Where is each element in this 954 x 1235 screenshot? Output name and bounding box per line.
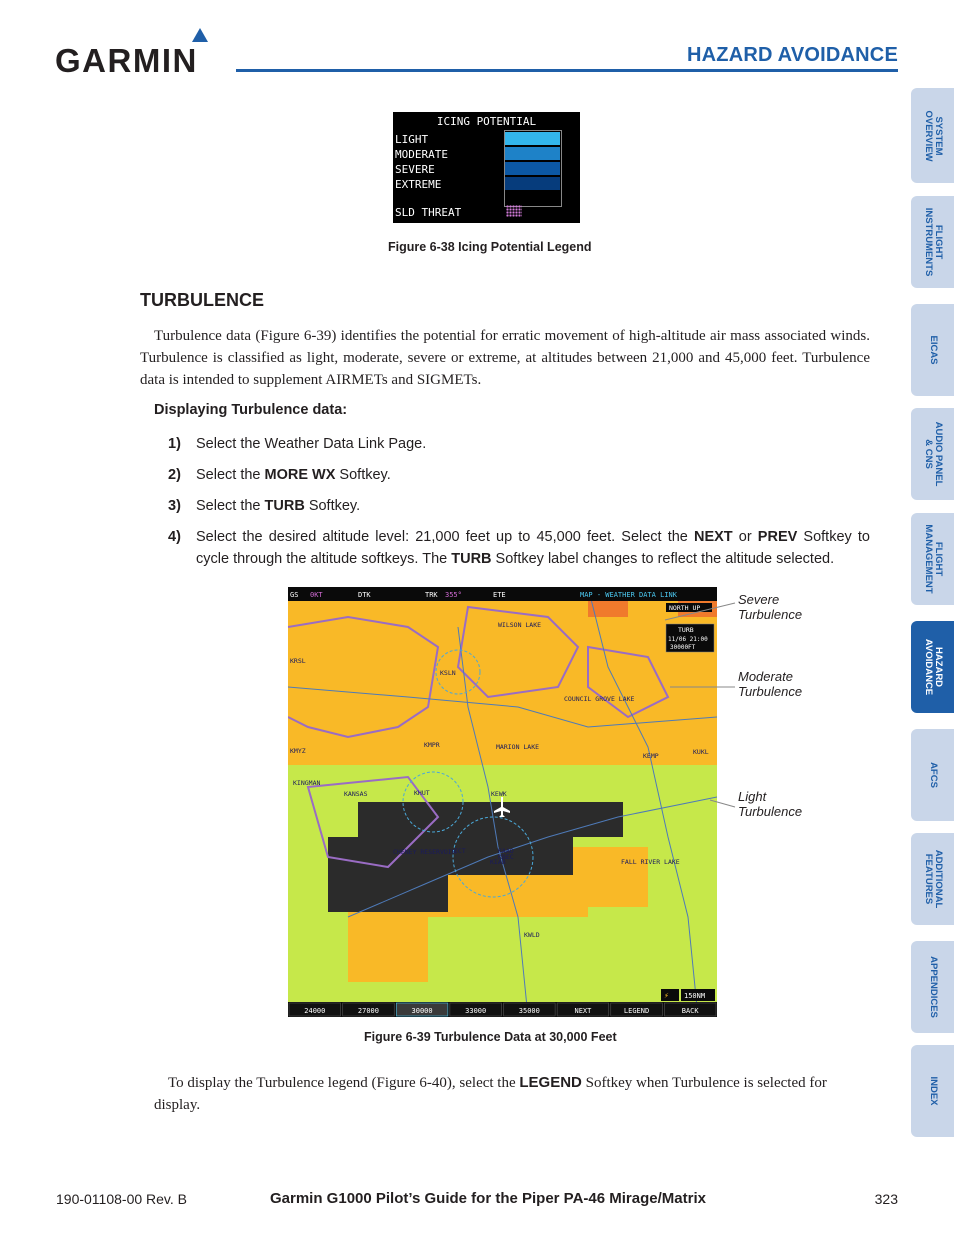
figure-39-caption: Figure 6-39 Turbulence Data at 30,000 Feet (364, 1030, 617, 1044)
ete-label: ETE (493, 591, 506, 599)
icing-row-moderate: MODERATE (395, 148, 448, 161)
side-tab-label: APPENDICES (927, 956, 939, 1018)
place-label: ICT (454, 847, 466, 855)
side-tab-additional-features[interactable] (911, 833, 954, 925)
icing-row-light: LIGHT (395, 133, 429, 146)
place-label: COUNCIL GROVE LAKE (564, 695, 635, 703)
side-tab-label: HAZARD AVOIDANCE (922, 638, 944, 696)
place-label: KSLN (440, 669, 456, 677)
softkey-label: 24000 (304, 1007, 326, 1015)
softkey-more-wx: MORE WX (264, 467, 336, 483)
gs-label: GS (290, 591, 299, 599)
place-label: KAAO (498, 847, 514, 855)
icing-swatch-severe (505, 162, 560, 175)
sld-threat-swatch (506, 205, 522, 217)
side-tab-system-overview[interactable] (911, 88, 954, 183)
side-tab-label: AFCS (927, 762, 939, 788)
softkey-label: NEXT (574, 1007, 592, 1015)
light-turbulence-area (428, 917, 588, 982)
place-label: KHUT (414, 789, 430, 797)
page-number: 323 (874, 1191, 898, 1207)
softkey-legend: LEGEND (519, 1074, 582, 1091)
place-label: KWLD (524, 931, 540, 939)
icing-swatch-extreme (505, 177, 560, 190)
place-label: KMPR (424, 741, 440, 749)
side-tab-index[interactable] (911, 1045, 954, 1137)
icing-swatch-moderate (505, 147, 560, 160)
side-tab-label: FLIGHT MANAGEMENT (922, 524, 944, 594)
place-label: KEMP (643, 752, 659, 760)
icing-potential-legend (393, 112, 580, 223)
garmin-logo (55, 28, 220, 76)
icing-row-extreme: EXTREME (395, 178, 442, 191)
softkey-label: LEGEND (623, 1007, 650, 1015)
softkey-next: NEXT (693, 529, 733, 545)
icing-row-sld: SLD THREAT (395, 206, 462, 219)
step-number: 2) (168, 467, 181, 483)
icing-row-severe: SEVERE (395, 163, 435, 176)
place-label: WILSON LAKE (498, 621, 542, 629)
step-text: Select the Weather Data Link Page. (196, 436, 427, 452)
softkey-label: 30000 (411, 1007, 433, 1015)
doc-number: 190-01108-00 Rev. B (56, 1191, 188, 1207)
light-turbulence-area (288, 982, 717, 1002)
place-label: KBEC (498, 853, 514, 861)
side-tab-label: AUDIO PANEL & CNS (922, 421, 944, 487)
place-label: KRSL (290, 657, 306, 665)
zoom-icon: ⚡ (664, 991, 669, 1000)
side-tab-afcs[interactable] (911, 729, 954, 821)
turb-box-date: 11/06 21:00 (668, 636, 708, 643)
softkey-label: BACK (681, 1007, 699, 1015)
trk-label: TRK (425, 591, 438, 599)
callout-light-turbulence: Light Turbulence (738, 789, 803, 819)
side-tab-label: EICAS (927, 335, 939, 365)
step-text: Select the MORE WX Softkey. (196, 467, 391, 483)
turbulence-intro: Turbulence data (Figure 6-39) identifies the potential for erratic movement of high-altitude air mass associated winds. Turbulence is classified as light, moderate, severe or extreme, at altitudes between 21,000 and 45,000 feet. Turbulence data is intended to supplement AIRMETs and SIGMETs. (140, 328, 870, 388)
place-label: MARION LAKE (496, 743, 540, 751)
garmin-delta-icon (192, 28, 208, 42)
softkey-turb: TURB (451, 551, 492, 567)
step-text: Select the desired altitude level: 21,000 feet up to 45,000 feet. Select the NEXT or PREV Softkey to cycle through the altitude softkeys. The TURB Softkey label changes to reflect the altitude selected. (196, 529, 870, 567)
trk-value: 355° (445, 591, 462, 599)
turb-box-title: TURB (678, 626, 694, 634)
side-tab-label: FLIGHT INSTRUMENTS (922, 207, 944, 277)
step-text: Select the TURB Softkey. (196, 498, 361, 514)
place-label: KMYZ (290, 747, 306, 755)
dtk-label: DTK (358, 591, 371, 599)
place-label: KINGMAN (293, 779, 321, 787)
place-label: KIAB (490, 858, 506, 866)
side-tab-label: ADDITIONAL FEATURES (922, 849, 944, 909)
place-label: KEWK (491, 790, 507, 798)
range-value: 150NM (684, 992, 706, 1000)
place-label: FALL RIVER LAKE (621, 858, 680, 866)
side-tab-flight-management[interactable] (911, 513, 954, 605)
place-label: KUKL (693, 748, 709, 756)
softkey-label: 33000 (465, 1007, 487, 1015)
callout-leaders (640, 595, 740, 815)
softkey-label: 27000 (357, 1007, 379, 1015)
icing-swatch-light (505, 132, 560, 145)
garmin-wordmark: GARMIN (55, 42, 198, 76)
turb-box-level: 30000FT (670, 644, 696, 651)
side-tab-label: INDEX (927, 1076, 939, 1106)
doc-title: Garmin G1000 Pilot’s Guide for the Piper PA-46 Mirage/Matrix (270, 1190, 706, 1207)
legend-instruction: To display the Turbulence legend (Figure 6-40), select the LEGEND Softkey when Turbulence is selected for display. (154, 1074, 827, 1113)
callout-moderate-turbulence: Moderate Turbulence (738, 669, 803, 699)
step-number: 3) (168, 498, 181, 514)
header-rule (236, 69, 898, 72)
side-tab-label: SYSTEM OVERVIEW (922, 109, 944, 162)
step-number: 4) (168, 529, 181, 545)
turbulence-heading: TURBULENCE (140, 290, 264, 310)
figure-38-caption: Figure 6-38 Icing Potential Legend (388, 240, 592, 254)
side-tab-audio-panel-cns[interactable] (911, 408, 954, 500)
page-title: MAP - WEATHER DATA LINK (580, 591, 677, 599)
gs-value: 0KT (310, 591, 323, 599)
side-tab-eicas[interactable] (911, 304, 954, 396)
callout-severe-turbulence: Severe Turbulence (738, 592, 803, 622)
section-title: HAZARD AVOIDANCE (687, 44, 898, 66)
softkey-label: 35000 (518, 1007, 540, 1015)
place-label: CHENEY RESERVOIR (393, 848, 456, 856)
place-label: KANSAS (344, 790, 368, 798)
icing-legend-title: ICING POTENTIAL (436, 115, 537, 128)
side-tab-hazard-avoidance[interactable] (911, 621, 954, 713)
side-tab-appendices[interactable] (911, 941, 954, 1033)
side-tab-flight-instruments[interactable] (911, 196, 954, 288)
softkey-turb: TURB (264, 498, 305, 514)
step-number: 1) (168, 436, 181, 452)
steps-heading: Displaying Turbulence data: (154, 402, 348, 418)
softkey-prev: PREV (757, 529, 798, 545)
orientation-label: NORTH UP (669, 604, 701, 612)
